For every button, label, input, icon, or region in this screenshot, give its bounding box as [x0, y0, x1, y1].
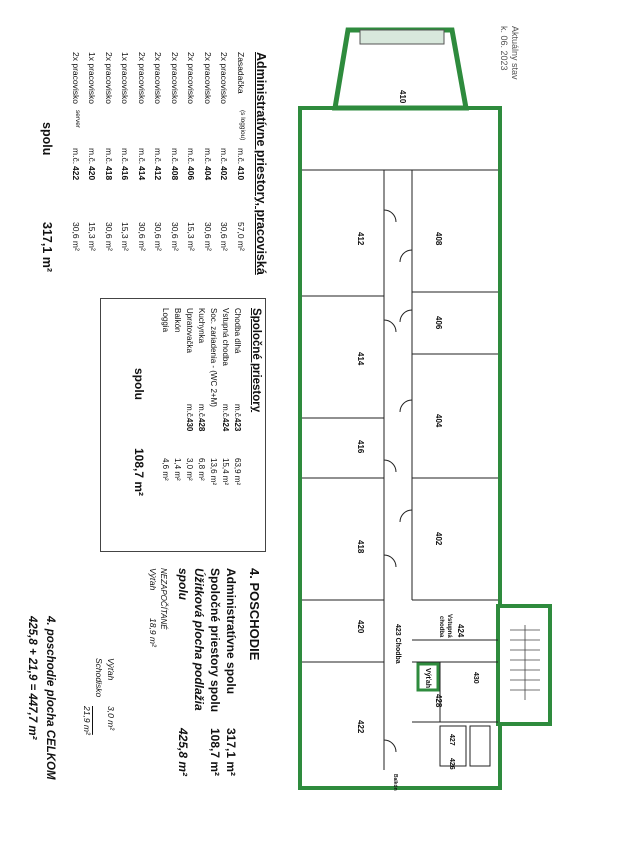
workplaces-title: Administratívne priestory, pracoviská	[254, 52, 268, 275]
loggia	[360, 30, 444, 44]
workplace-room: m.č.	[203, 148, 213, 165]
usable-label2: spolu	[176, 568, 190, 600]
common-room: m.č.	[221, 404, 230, 420]
common-total-label: spolu	[132, 368, 146, 400]
workplace-label: 1x pracovisko	[120, 52, 131, 104]
workplace-area: 30,6 m²	[153, 222, 164, 251]
common-room: m.č.	[197, 404, 206, 420]
room-label: 418	[356, 540, 365, 554]
workplace-area: 15,3 m²	[120, 222, 131, 251]
common-num: 423	[233, 418, 242, 432]
common-room: m.č.	[185, 404, 194, 420]
workplace-room: m.č.	[236, 148, 246, 165]
room-label: 408	[434, 232, 443, 246]
usable-label: Úžitková plocha podlažia	[192, 568, 206, 711]
workplace-num: 404	[203, 166, 213, 181]
common-room: m.č.	[233, 404, 242, 420]
lift-value: 18,9 m²	[148, 618, 158, 647]
workplace-total-label: spolu	[40, 122, 55, 156]
lift-small-label: Výťah	[106, 658, 116, 681]
common-label: Balkón	[173, 308, 182, 333]
workplace-label: 1x pracovisko	[87, 52, 98, 104]
room-label: 420	[356, 620, 365, 634]
common-total-value: 108,7 m²	[208, 728, 222, 777]
workplace-num: 412	[153, 166, 164, 181]
common-num: 428	[197, 418, 206, 432]
workplace-room: m.č.	[87, 148, 98, 165]
workplace-num: 414	[137, 166, 147, 181]
workplace-label: 2x pracovisko	[186, 52, 197, 104]
workplace-area: 30,6 m²	[71, 222, 81, 251]
common-label: Loggia	[161, 308, 170, 333]
room-label: 412	[356, 232, 365, 246]
room-label: 402	[434, 532, 443, 546]
workplace-total-value: 317,1 m²	[40, 222, 55, 273]
room-label: 406	[434, 316, 443, 330]
common-num: 424	[221, 418, 230, 432]
common-label: Vstupná chodba	[221, 308, 230, 366]
plan-label-r430: 430	[472, 672, 479, 684]
common-total-value: 108,7 m²	[132, 448, 146, 497]
workplace-area: 30,6 m²	[203, 222, 213, 251]
workplace-note: (s loggiou)	[239, 110, 246, 141]
not-counted-label: NEZAPOČÍTANÉ	[159, 568, 168, 630]
common-title: Spoločné priestory	[250, 308, 262, 413]
workplace-room: m.č.	[104, 148, 114, 165]
workplace-label: 2x pracovisko	[137, 52, 147, 104]
workplace-area: 30,6 m²	[104, 222, 114, 251]
workplace-area: 30,6 m²	[137, 222, 147, 251]
plan-label-balcony: Balkón	[392, 774, 398, 791]
plan-label-entry: 424	[456, 624, 465, 638]
stamp-line1: Aktuálny stav	[510, 26, 520, 80]
admin-label: Administratívne spolu	[224, 568, 238, 695]
grand-label: 4. poschodie plocha CELKOM	[44, 616, 56, 780]
common-num: 430	[185, 418, 194, 432]
plan-label-kitchen: 428	[434, 694, 443, 708]
workplace-num: 410	[236, 166, 246, 181]
workplace-label: 2x pracovisko	[104, 52, 114, 104]
workplace-num: 418	[104, 166, 114, 181]
subtotal-value: 21,9 m²	[82, 706, 92, 735]
stairs-label: Schodisko	[94, 658, 104, 698]
common-total-label: Spoločné priestory spolu	[208, 568, 222, 713]
common-area: 1,4 m²	[173, 458, 182, 481]
outer-wall	[300, 108, 500, 788]
room-label: 422	[356, 720, 365, 734]
workplace-area: 15,3 m²	[87, 222, 98, 251]
plan-label-entry_sub1: Vstupná	[446, 614, 452, 638]
common-area: 63,9 m²	[233, 458, 242, 486]
workplace-label: 2x pracovisko	[153, 52, 164, 104]
plan-label-lift: Výťah	[424, 668, 431, 689]
workplace-label: Zasadačka	[236, 52, 246, 94]
workplace-room: m.č.	[71, 148, 81, 165]
plan-label-wc2: 426	[448, 758, 455, 770]
workplace-label: 2x pracovisko	[170, 52, 180, 104]
workplace-num: 422	[71, 166, 81, 181]
workplace-num: 416	[120, 166, 131, 181]
workplace-num: 408	[170, 166, 180, 181]
admin-value: 317,1 m²	[224, 728, 238, 777]
workplace-label: 2x pracovisko	[203, 52, 213, 104]
common-area: 6,8 m²	[197, 458, 206, 481]
room-label: 410	[398, 90, 407, 104]
workplace-room: m.č.	[153, 148, 164, 165]
usable-value: 425,8 m²	[176, 728, 190, 777]
common-area: 13,6 m²	[209, 458, 218, 486]
lift-small-value: 3,0 m²	[106, 706, 116, 731]
workplace-room: m.č.	[170, 148, 180, 165]
workplace-area: 15,3 m²	[186, 222, 197, 251]
stair-block	[498, 606, 550, 724]
workplace-label: 2x pracovisko	[219, 52, 230, 104]
workplace-area: 30,6 m²	[219, 222, 230, 251]
common-label: Upratovačka	[185, 308, 194, 353]
stamp-line2: k. 06. 2023	[499, 26, 509, 71]
common-area: 4,6 m²	[161, 458, 170, 481]
common-label: Kuchynka	[197, 308, 206, 344]
common-label: Chodba dlhá	[233, 308, 242, 354]
plan-label-wc1: 427	[448, 734, 455, 746]
room-label: 414	[356, 352, 365, 366]
workplace-num: 420	[87, 166, 98, 181]
workplace-label: 2x pracovisko	[71, 52, 81, 104]
workplace-note: server	[74, 110, 81, 129]
workplace-area: 30,6 m²	[170, 222, 180, 251]
plan-label-corridor: 423 Chodba	[394, 624, 401, 664]
common-area: 15,4 m²	[221, 458, 230, 486]
workplace-room: m.č.	[186, 148, 197, 165]
workplace-area: 57,0 m²	[236, 222, 246, 251]
grand-equation: 425,8 + 21,9 = 447,7 m²	[26, 616, 38, 740]
workplace-num: 406	[186, 166, 197, 181]
common-area: 3,0 m²	[185, 458, 194, 481]
plan-label-entry_sub2: chodba	[438, 616, 444, 638]
room-label: 416	[356, 440, 365, 454]
workplace-num: 402	[219, 166, 230, 181]
workplace-room: m.č.	[120, 148, 131, 165]
floor-title: 4. POSCHODIE	[247, 568, 262, 661]
room-label: 404	[434, 414, 443, 428]
workplace-room: m.č.	[219, 148, 230, 165]
workplace-room: m.č.	[137, 148, 147, 165]
lift-label: Výťah	[148, 568, 158, 591]
common-label: Soc. zariadenia - (WC 2+M)	[209, 308, 218, 407]
